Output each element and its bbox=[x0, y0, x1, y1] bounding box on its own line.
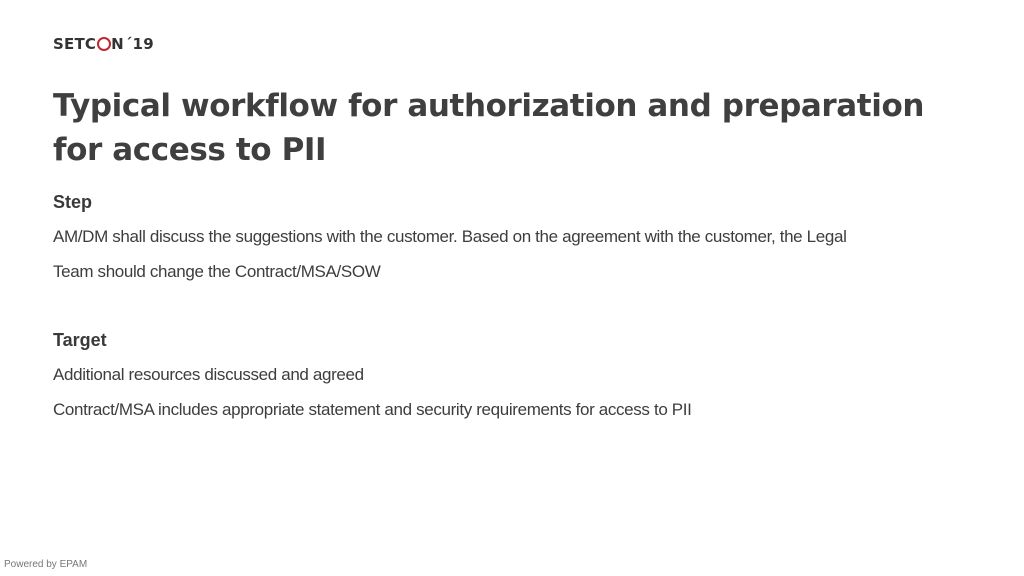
logo-text-suffix: N bbox=[111, 35, 124, 53]
target-line-1: Additional resources discussed and agreed bbox=[53, 365, 364, 384]
slide-title: Typical workflow for authorization and preparation for access to PII bbox=[53, 88, 925, 168]
step-line-1: AM/DM shall discuss the suggestions with the customer. Based on the agreement with the customer, the Legal bbox=[53, 227, 847, 246]
logo-ring-icon bbox=[97, 37, 111, 51]
step-label: Step bbox=[53, 192, 93, 212]
step-line-2: Team should change the Contract/MSA/SOW bbox=[53, 262, 381, 281]
target-line-2: Contract/MSA includes appropriate statement and security requirements for access to PII bbox=[53, 400, 692, 419]
setcon-logo bbox=[53, 34, 154, 54]
logo-year: ´19 bbox=[124, 35, 154, 53]
target-label: Target bbox=[53, 330, 107, 350]
powered-by-footer: Powered by EPAM bbox=[4, 559, 88, 570]
logo-text-prefix: SETC bbox=[53, 35, 97, 53]
